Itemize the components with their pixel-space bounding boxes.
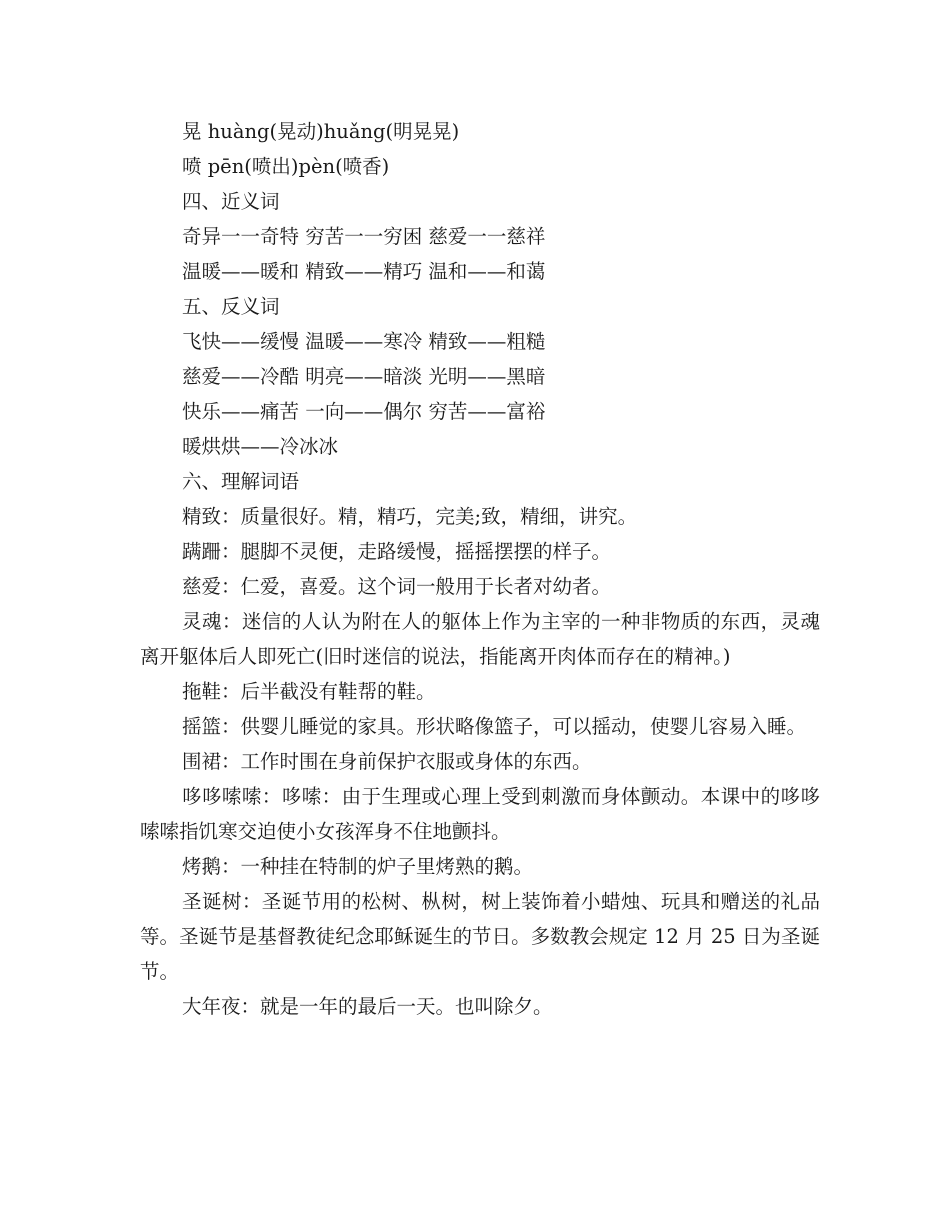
definition-paragraph: 烤鹅：一种挂在特制的炉子里烤熟的鹅。 — [182, 855, 534, 878]
synonym-line: 奇异一一奇特 穷苦一一穷困 慈爱一一慈祥 — [182, 225, 546, 248]
definition-paragraph: 围裙：工作时围在身前保护衣服或身体的东西。 — [182, 750, 592, 773]
synonym-line: 温暖——暖和 精致——精巧 温和——和蔼 — [182, 260, 546, 283]
section-heading-antonyms: 五、反义词 — [182, 295, 280, 318]
definition-line: 精致：质量很好。精，精巧，完美;致，精细，讲究。 — [182, 505, 638, 528]
definition-paragraph: 拖鞋：后半截没有鞋帮的鞋。 — [182, 680, 436, 703]
antonym-line: 暖烘烘——冷冰冰 — [182, 435, 339, 458]
section-heading-synonyms: 四、近义词 — [182, 190, 280, 213]
definition-line: 慈爱：仁爱，喜爱。这个词一般用于长者对幼者。 — [182, 575, 612, 598]
definition-paragraph: 哆哆嗦嗦：哆嗦：由于生理或心理上受到刺激而身体颤动。本课中的哆哆嗦嗦指饥寒交迫使小女孩浑身不住地颤抖。 — [140, 785, 820, 843]
definition-line: 蹒跚：腿脚不灵便，走路缓慢，摇摇摆摆的样子。 — [182, 540, 612, 563]
antonym-line: 飞快——缓慢 温暖——寒冷 精致——粗糙 — [182, 330, 546, 353]
pinyin-line-pen: 喷 pēn(喷出)pèn(喷香) — [182, 155, 390, 178]
definition-paragraph: 圣诞树：圣诞节用的松树、枞树，树上装饰着小蜡烛、玩具和赠送的礼品等。圣诞节是基督教徒纪念耶稣诞生的节日。多数教会规定 12 月 25 日为圣诞节。 — [140, 890, 820, 983]
antonym-line: 快乐——痛苦 一向——偶尔 穷苦——富裕 — [182, 400, 546, 423]
document-body — [140, 114, 820, 1024]
definition-paragraph: 灵魂：迷信的人认为附在人的躯体上作为主宰的一种非物质的东西，灵魂离开躯体后人即死亡(旧时迷信的说法，指能离开肉体而存在的精神。) — [140, 610, 820, 668]
definition-paragraph: 摇篮：供婴儿睡觉的家具。形状略像篮子，可以摇动，使婴儿容易入睡。 — [182, 715, 807, 738]
definition-paragraph: 大年夜：就是一年的最后一天。也叫除夕。 — [182, 995, 553, 1018]
antonym-line: 慈爱——冷酷 明亮——暗淡 光明——黑暗 — [182, 365, 546, 388]
section-heading-word-meanings: 六、理解词语 — [182, 470, 300, 493]
pinyin-line-huang: 晃 huàng(晃动)huǎng(明晃晃) — [182, 120, 460, 143]
